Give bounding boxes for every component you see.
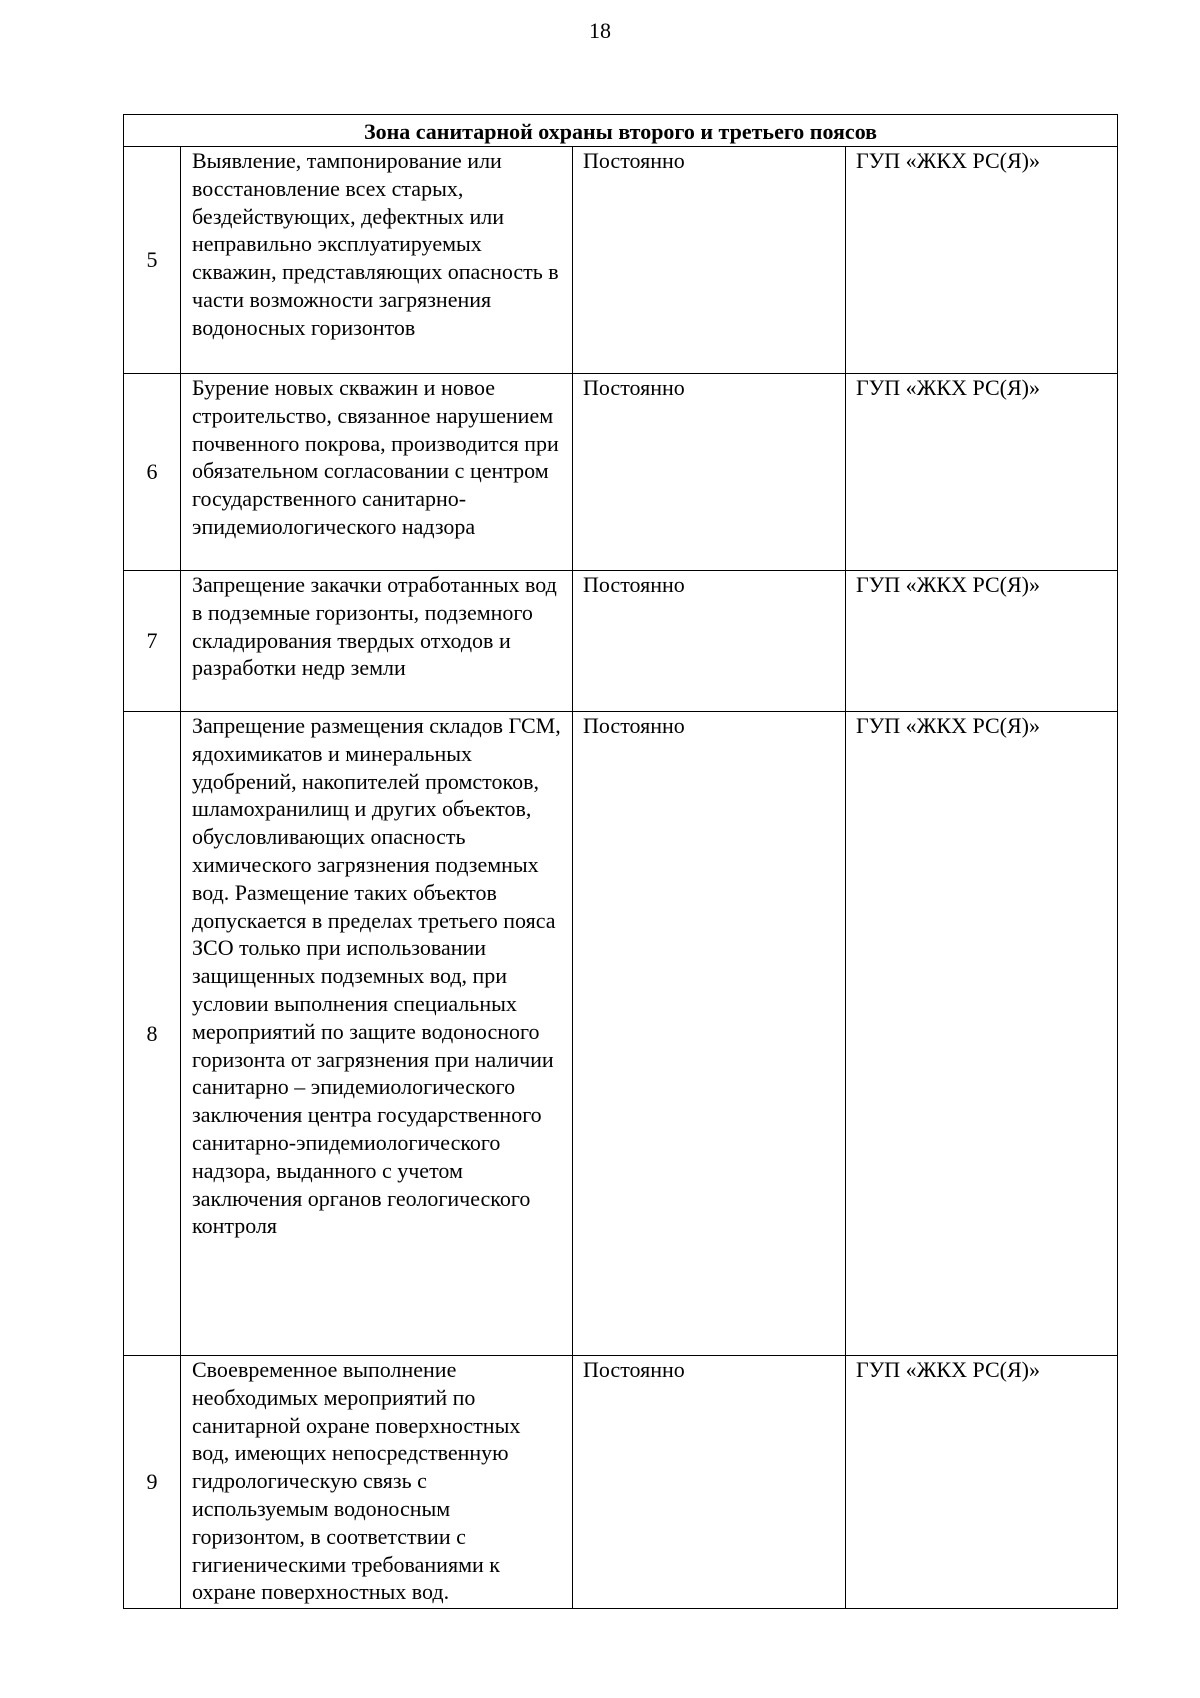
table-row (124, 147, 1118, 374)
measure-responsible: ГУП «ЖКХ РС(Я)» (846, 374, 1118, 571)
measure-term: Постоянно (573, 571, 846, 712)
row-number: 6 (124, 374, 181, 571)
table-row (124, 1356, 1118, 1609)
measure-term: Постоянно (573, 374, 846, 571)
measure-responsible: ГУП «ЖКХ РС(Я)» (846, 147, 1118, 374)
page-number: 18 (589, 18, 611, 43)
measure-description: Запрещение закачки отработанных вод в подземные горизонты, подземного складирования твердых отходов и разработки недр земли (181, 571, 573, 712)
measure-responsible: ГУП «ЖКХ РС(Я)» (846, 571, 1118, 712)
measure-term: Постоянно (573, 147, 846, 374)
measure-description: Бурение новых скважин и новое строительство, связанное нарушением почвенного покрова, производится при обязательном согласовании с центром государственного санитарно-эпидемиологического надзора (181, 374, 573, 571)
measure-responsible: ГУП «ЖКХ РС(Я)» (846, 712, 1118, 1356)
row-number: 5 (124, 147, 181, 374)
section-header: Зона санитарной охраны второго и третьего поясов (124, 115, 1118, 147)
measure-term: Постоянно (573, 712, 846, 1356)
table-row (124, 571, 1118, 712)
measure-description: Своевременное выполнение необходимых мероприятий по санитарной охране поверхностных вод, имеющих непосредственную гидрологическую связь с используемым водоносным горизонтом, в соответствии с гигиеническими требованиями к охране поверхностных вод. (181, 1356, 573, 1609)
row-number: 7 (124, 571, 181, 712)
table-row (124, 374, 1118, 571)
table-row (124, 712, 1118, 1356)
row-number: 9 (124, 1356, 181, 1609)
measures-table (123, 114, 1118, 1609)
row-number: 8 (124, 712, 181, 1356)
measure-description: Выявление, тампонирование или восстановление всех старых, бездействующих, дефектных или неправильно эксплуатируемых скважин, представляющих опасность в части возможности загрязнения водоносных горизонтов (181, 147, 573, 374)
measure-term: Постоянно (573, 1356, 846, 1609)
measure-description: Запрещение размещения складов ГСМ, ядохимикатов и минеральных удобрений, накопителей промстоков, шламохранилищ и других объектов, обусловливающих опасность химического загрязнения подземных вод. Размещение таких объектов допускается в пределах третьего пояса ЗСО только при использовании защищенных подземных вод, при условии выполнения специальных мероприятий по защите водоносного горизонта от загрязнения при наличии санитарно – эпидемиологического заключения центра государственного санитарно-эпидемиологического надзора, выданного с учетом заключения органов геологического контроля (181, 712, 573, 1356)
section-header-row (124, 115, 1118, 147)
measure-responsible: ГУП «ЖКХ РС(Я)» (846, 1356, 1118, 1609)
